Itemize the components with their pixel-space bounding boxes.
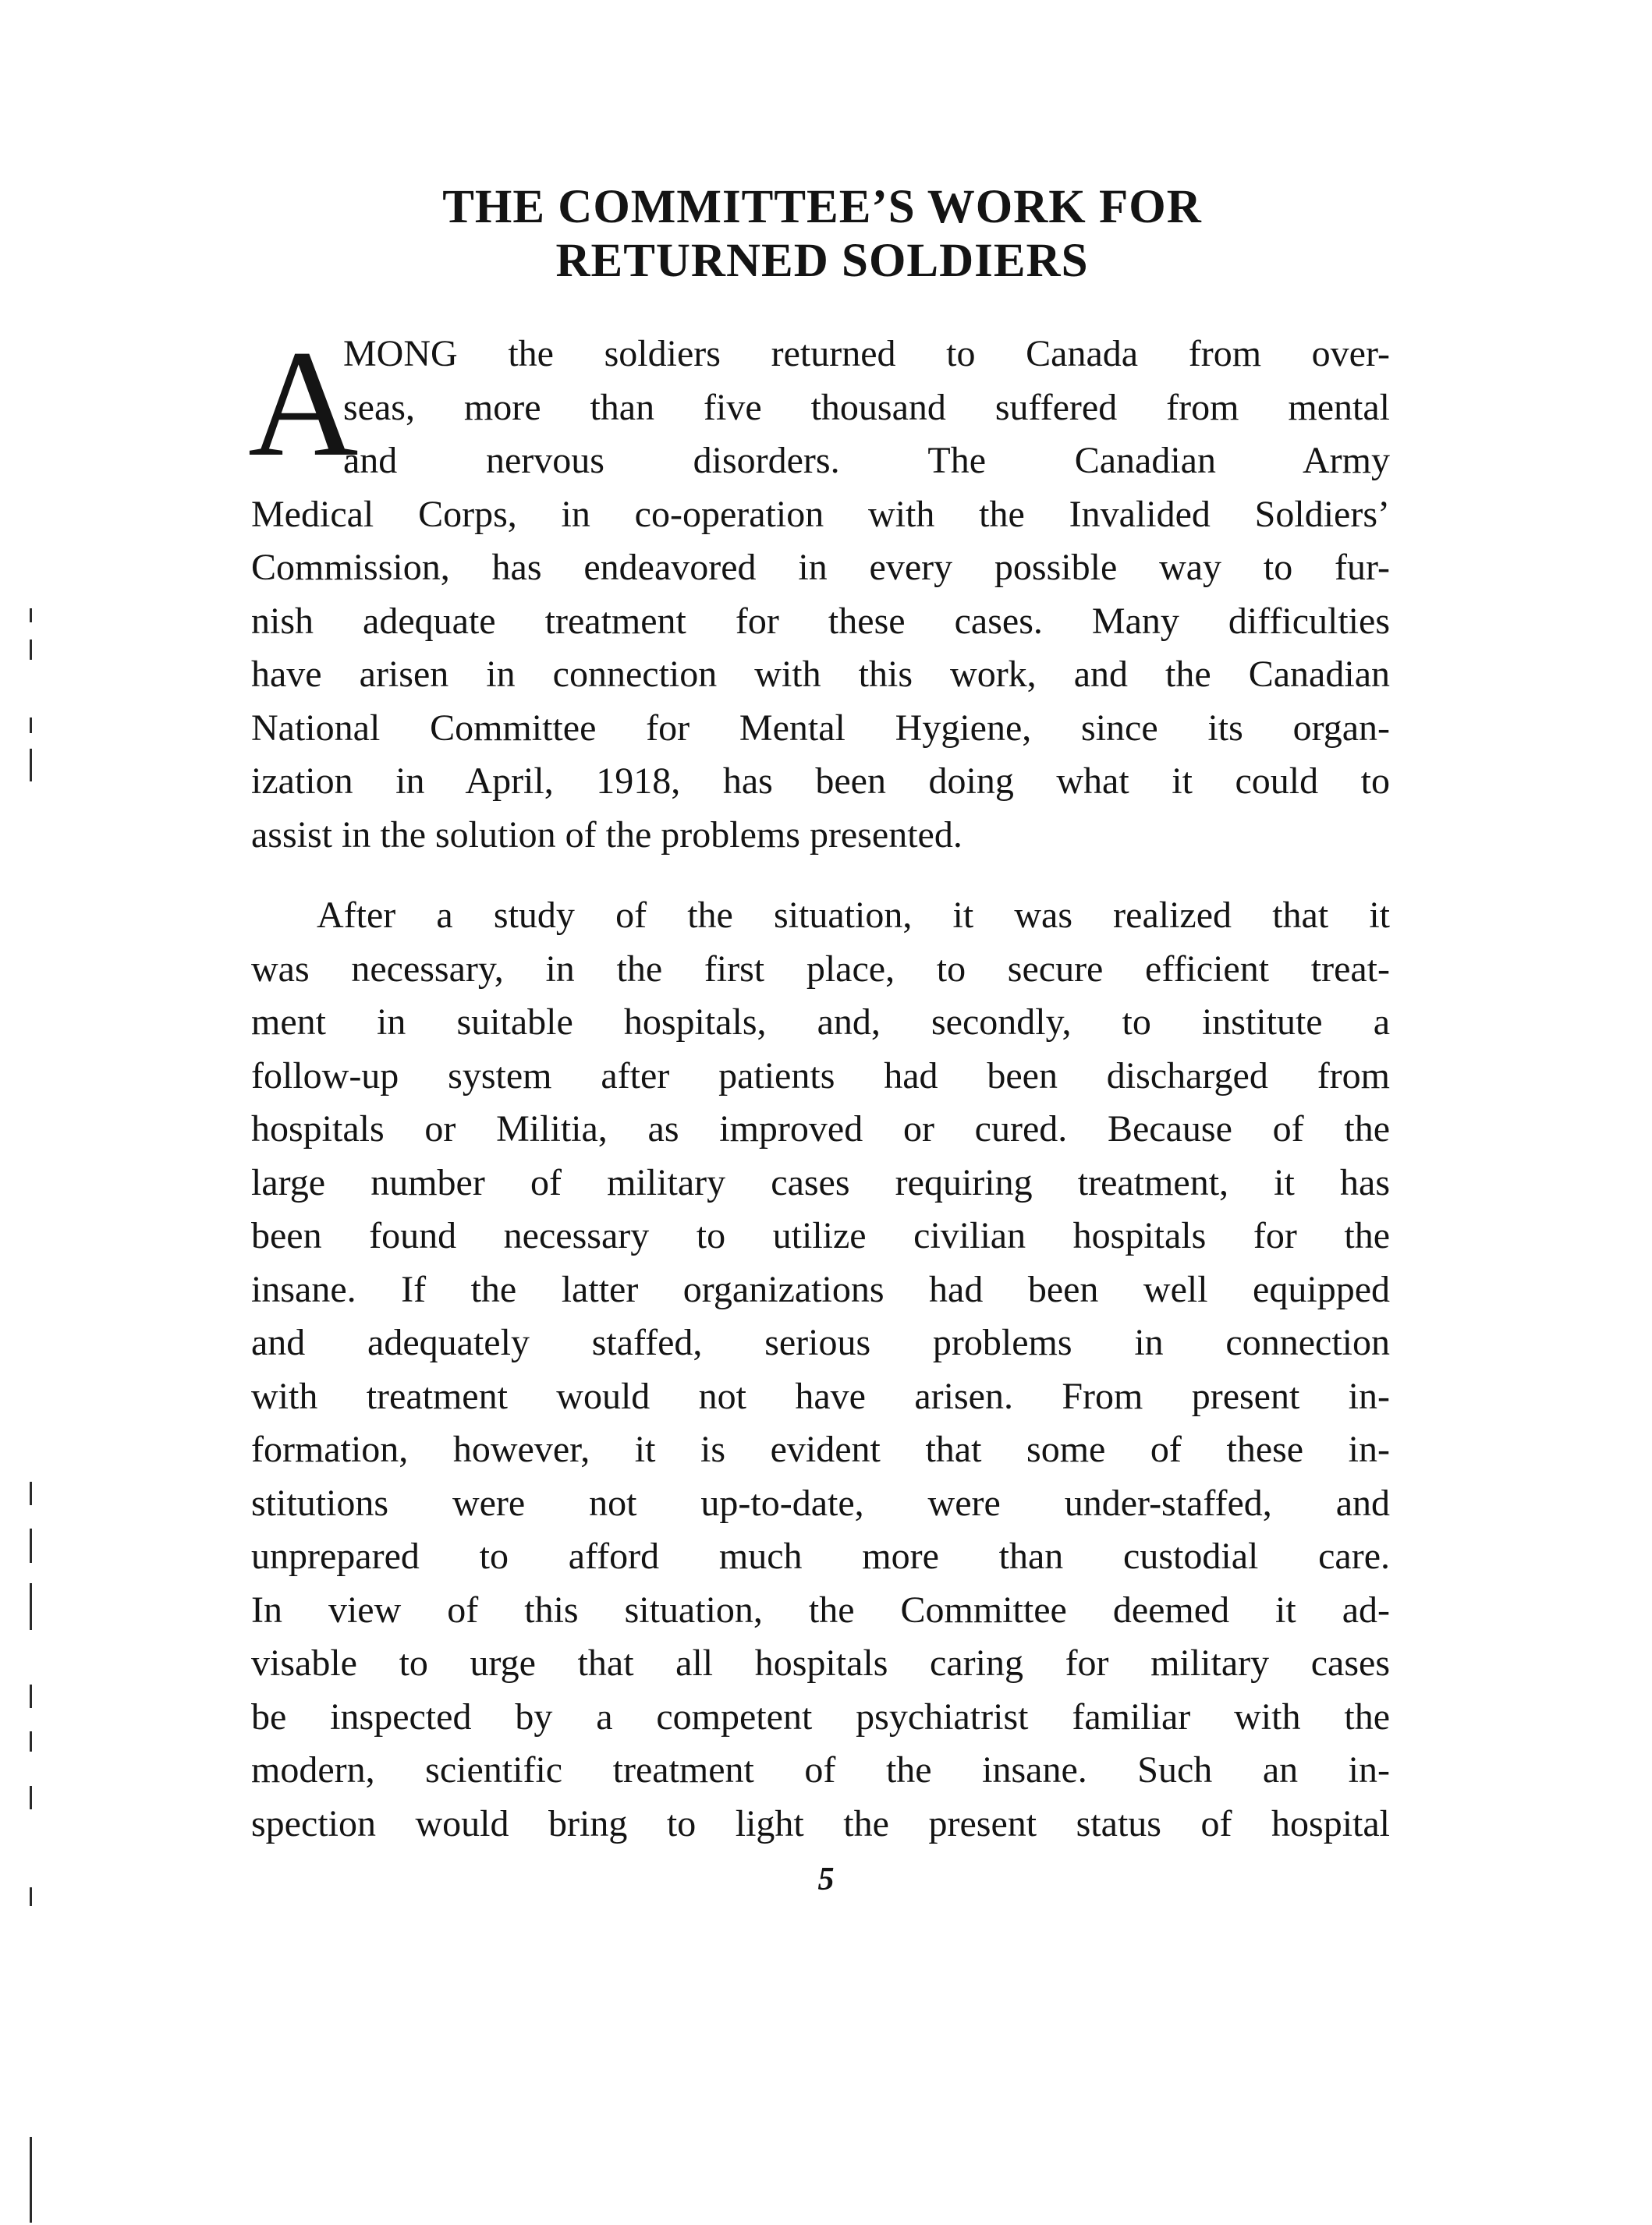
text-line: was necessary, in the first place, to secure efficient treat- — [251, 948, 1390, 990]
text-line: stitutions were not up-to-date, were under-staffed, and — [251, 1482, 1390, 1524]
text-line: insane. If the latter organizations had been well equipped — [251, 1268, 1390, 1310]
page-number: 5 — [817, 1862, 835, 1897]
text-line: nish adequate treatment for these cases. Many difficulties — [251, 600, 1390, 642]
text-line: Medical Corps, in co-operation with the Invalided Soldiers’ — [251, 493, 1390, 535]
text-line: ization in April, 1918, has been doing what it could to — [251, 760, 1390, 802]
scan-mark — [30, 1583, 32, 1630]
text-line: with treatment would not have arisen. From present in- — [251, 1375, 1390, 1417]
text-line: and adequately staffed, serious problems in connection — [251, 1322, 1390, 1363]
paragraph-1 — [251, 328, 1390, 862]
text-line: assist in the solution of the problems presented. — [251, 813, 962, 856]
paragraph-2 — [251, 889, 1390, 1851]
scan-mark — [30, 1786, 32, 1809]
text-line: been found necessary to utilize civilian hospitals for the — [251, 1215, 1390, 1256]
scan-mark — [30, 717, 32, 733]
text-line: After a study of the situation, it was realized that it — [317, 895, 1390, 936]
text-line: MONG the soldiers returned to Canada from over- — [343, 333, 1390, 374]
text-line: modern, scientific treatment of the insane. Such an in- — [251, 1749, 1390, 1791]
text-line: unprepared to afford much more than custodial care. — [251, 1536, 1390, 1577]
text-line: visable to urge that all hospitals caring for military cases — [251, 1642, 1390, 1684]
text-line: ment in suitable hospitals, and, secondly, to institute a — [251, 1001, 1390, 1043]
scan-mark — [30, 1482, 32, 1505]
scan-mark — [30, 1685, 32, 1708]
title-line-2: RETURNED SOLDIERS — [555, 234, 1089, 287]
scan-mark — [30, 2137, 32, 2223]
text-line: seas, more than five thousand suffered from mental — [343, 386, 1390, 428]
text-line: In view of this situation, the Committee deemed it ad- — [251, 1589, 1390, 1631]
scan-mark — [30, 749, 32, 781]
text-line: follow-up system after patients had been discharged from — [251, 1054, 1390, 1097]
drop-cap: A — [248, 319, 359, 488]
text-line: have arisen in connection with this work, and the Canadian — [251, 654, 1390, 695]
text-line: and nervous disorders. The Canadian Army — [343, 440, 1390, 481]
page-title — [234, 181, 1410, 288]
scan-mark — [30, 1731, 32, 1752]
text-line: spection would bring to light the present status of hospital — [251, 1802, 1390, 1844]
scan-mark — [30, 640, 32, 660]
scan-mark — [30, 608, 32, 622]
text-line: National Committee for Mental Hygiene, since its organ- — [251, 707, 1390, 749]
title-line-1: THE COMMITTEE’S WORK FOR — [442, 181, 1202, 233]
scan-mark — [30, 1529, 32, 1563]
text-line: be inspected by a competent psychiatrist familiar with the — [251, 1695, 1390, 1738]
text-line: large number of military cases requiring treatment, it has — [251, 1161, 1390, 1203]
text-line: Commission, has endeavored in every possible way to fur- — [251, 547, 1390, 588]
text-line: formation, however, it is evident that some of these in- — [251, 1429, 1390, 1470]
text-line: hospitals or Militia, as improved or cured. Because of the — [251, 1108, 1390, 1150]
